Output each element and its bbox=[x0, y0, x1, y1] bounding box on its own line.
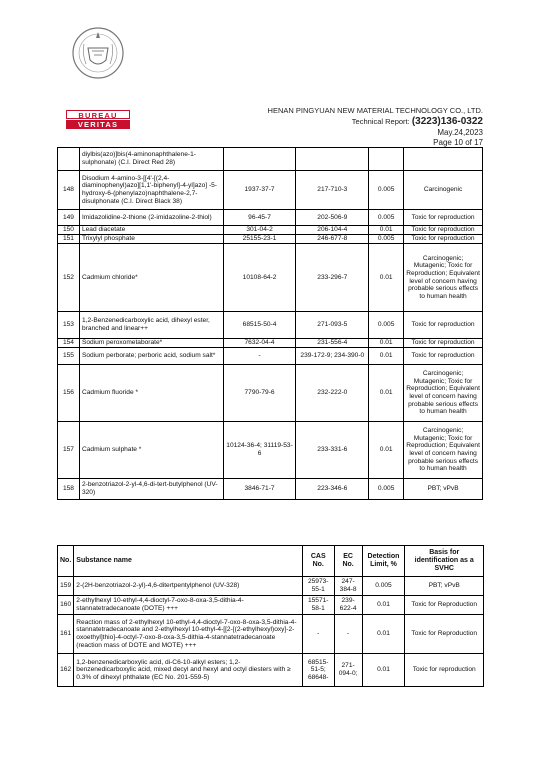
company-name: HENAN PINGYUAN NEW MATERIAL TECHNOLOGY CO., LTD. bbox=[267, 106, 483, 115]
cell-ec-no: 232-222-0 bbox=[296, 365, 369, 422]
cell-cas-no: 10124-36-4; 31119-53-6 bbox=[223, 422, 296, 479]
cell-basis: Toxic for reproduction bbox=[404, 348, 483, 365]
table-header-row bbox=[58, 546, 484, 577]
cell-detection-limit: 0.01 bbox=[362, 654, 405, 687]
cell-substance-name: 1,2-benzenedicarboxylic acid, di-C6-10-alkyl esters; 1,2-benzenedicarboxylic acid, mixed decyl and hexyl and octyl diesters with ≥ 0.3% of dihexyl phthalate (EC No. 201-559-5) bbox=[74, 654, 303, 687]
cell-cas-no: 68515-51-5; 68648- bbox=[302, 654, 334, 687]
cell-cas-no: - bbox=[223, 348, 296, 365]
cell-cas-no: 7632-04-4 bbox=[223, 339, 296, 348]
cell-ec-no: 223-346-6 bbox=[296, 479, 369, 500]
cell-cas-no: 25155-23-1 bbox=[223, 235, 296, 244]
cell-no: 150 bbox=[58, 226, 80, 235]
logo-band-veritas: VERITAS bbox=[66, 120, 130, 129]
cell-basis: Toxic for reproduction bbox=[405, 654, 484, 687]
cell-detection-limit: 0.01 bbox=[369, 422, 404, 479]
cell-basis: Toxic for reproduction bbox=[404, 226, 483, 235]
cell-detection-limit: 0.005 bbox=[362, 577, 405, 596]
cell-cas-no: - bbox=[302, 615, 334, 654]
svhc-table bbox=[57, 545, 484, 687]
cell-detection-limit: 0.01 bbox=[369, 348, 404, 365]
cell-cas-no: 7790-79-6 bbox=[223, 365, 296, 422]
table-row bbox=[58, 654, 484, 687]
table-row bbox=[58, 312, 483, 339]
cell-detection-limit: 0.01 bbox=[362, 615, 405, 654]
page-number: Page 10 of 17 bbox=[433, 138, 483, 147]
table-row bbox=[58, 148, 483, 171]
cell-cas-no bbox=[223, 148, 296, 171]
cell-ec-no: 239-622-4 bbox=[334, 596, 362, 615]
cell-detection-limit: 0.005 bbox=[369, 235, 404, 244]
cell-cas-no: 1937-37-7 bbox=[223, 171, 296, 210]
table-row bbox=[58, 210, 483, 226]
cell-substance-name: Lead diacetate bbox=[79, 226, 223, 235]
cell-cas-no: 15571-58-1 bbox=[302, 596, 334, 615]
cell-no bbox=[58, 148, 80, 171]
cell-basis: Toxic for Reproduction bbox=[405, 615, 484, 654]
cell-no: 151 bbox=[58, 235, 80, 244]
cell-basis: Carcinogenic; Mutagenic; Toxic for Reproduction; Equivalent level of concern having probable serious effects to human health bbox=[404, 244, 483, 312]
cell-no: 157 bbox=[58, 422, 80, 479]
table-row bbox=[58, 365, 483, 422]
cell-ec-no: 246-677-8 bbox=[296, 235, 369, 244]
cell-no: 159 bbox=[58, 577, 74, 596]
cell-cas-no: 10108-64-2 bbox=[223, 244, 296, 312]
cell-no: 155 bbox=[58, 348, 80, 365]
cell-detection-limit: 0.01 bbox=[369, 339, 404, 348]
cell-substance-name: 2-benzotriazol-2-yl-4,6-di-tert-butylphenol (UV-320) bbox=[79, 479, 223, 500]
table-row bbox=[58, 348, 483, 365]
table-row bbox=[58, 577, 484, 596]
report-line bbox=[352, 116, 483, 127]
cell-basis: Toxic for reproduction bbox=[404, 339, 483, 348]
cell-cas-no: 96-45-7 bbox=[223, 210, 296, 226]
cell-cas-no: 25973-55-1 bbox=[302, 577, 334, 596]
table-row bbox=[58, 339, 483, 348]
cell-no: 158 bbox=[58, 479, 80, 500]
table-row bbox=[58, 422, 483, 479]
report-date: May.24,2023 bbox=[437, 128, 483, 137]
report-number: (3223)136-0322 bbox=[411, 116, 483, 127]
cell-substance-name: Sodium peroxometaborate* bbox=[79, 339, 223, 348]
cell-ec-no: 233-296-7 bbox=[296, 244, 369, 312]
cell-cas-no: 68515-50-4 bbox=[223, 312, 296, 339]
table-row bbox=[58, 226, 483, 235]
cell-no: 162 bbox=[58, 654, 74, 687]
cell-detection-limit: 0.01 bbox=[369, 226, 404, 235]
cell-ec-no: 206-104-4 bbox=[296, 226, 369, 235]
cell-substance-name: 2-(2H-benzotriazol-2-yl)-4,6-ditertpentylphenol (UV-328) bbox=[74, 577, 303, 596]
cell-ec-no: 231-556-4 bbox=[296, 339, 369, 348]
cell-detection-limit: 0.005 bbox=[369, 210, 404, 226]
cell-cas-no: 301-04-2 bbox=[223, 226, 296, 235]
cell-substance-name: Reaction mass of 2-ethylhexyl 10-ethyl-4,4-dioctyl-7-oxo-8-oxa-3,5-dithia-4-stannatetradecanoate and 2-ethylhexyl 10-ethyl-4-[[2-[(2-ethylhexyl)oxy]-2-oxoethyl]thio]-4-octyl-7-oxo-8-oxa-3,5-dithia-4-stannatetradecanoate (reaction mass of DOTE and MOTE) +++ bbox=[74, 615, 303, 654]
cell-no: 148 bbox=[58, 171, 80, 210]
seal-icon bbox=[72, 24, 124, 82]
cell-basis: Toxic for reproduction bbox=[404, 312, 483, 339]
cell-no: 153 bbox=[58, 312, 80, 339]
cell-no: 149 bbox=[58, 210, 80, 226]
cell-substance-name: Cadmium fluoride * bbox=[79, 365, 223, 422]
cell-detection-limit: 0.005 bbox=[369, 171, 404, 210]
header-detection-limit: Detection Limit, % bbox=[362, 546, 405, 577]
cell-no: 152 bbox=[58, 244, 80, 312]
header-ec-no: EC No. bbox=[334, 546, 362, 577]
cell-basis: PBT; vPvB bbox=[404, 479, 483, 500]
report-label: Technical Report: bbox=[351, 117, 410, 126]
cell-detection-limit: 0.01 bbox=[369, 365, 404, 422]
cell-detection-limit: 0.005 bbox=[369, 479, 404, 500]
cell-detection-limit: 0.005 bbox=[369, 312, 404, 339]
cell-substance-name: Trixylyl phosphate bbox=[79, 235, 223, 244]
cell-no: 154 bbox=[58, 339, 80, 348]
cell-basis: Carcinogenic bbox=[404, 171, 483, 210]
cell-detection-limit bbox=[369, 148, 404, 171]
cell-basis: Carcinogenic; Mutagenic; Toxic for Reproduction; Equivalent level of concern having probable serious effects to human health bbox=[404, 422, 483, 479]
cell-basis bbox=[404, 148, 483, 171]
table-row bbox=[58, 479, 483, 500]
cell-ec-no: 202-506-9 bbox=[296, 210, 369, 226]
cell-substance-name: 1,2-Benzenedicarboxylic acid, dihexyl ester, branched and linear++ bbox=[79, 312, 223, 339]
cell-basis: Carcinogenic; Mutagenic; Toxic for Reproduction; Equivalent level of concern having probable serious effects to human health bbox=[404, 365, 483, 422]
logo-band-bureau: BUREAU bbox=[66, 110, 130, 119]
cell-ec-no: 271-093-5 bbox=[296, 312, 369, 339]
cell-substance-name: Disodium 4-amino-3-[[4'-[(2,4-diaminophenyl)azo][1,1'-biphenyl]-4-yl]azo] -5-hydroxy-6-(phenylazo)naphthalene-2,7-disulphonate (C.I. Direct Black 38) bbox=[79, 171, 223, 210]
header-substance-name: Substance name bbox=[74, 546, 303, 577]
cell-cas-no: 3846-71-7 bbox=[223, 479, 296, 500]
table-row bbox=[58, 244, 483, 312]
cell-ec-no: 217-710-3 bbox=[296, 171, 369, 210]
cell-basis: Toxic for reproduction bbox=[404, 210, 483, 226]
cell-ec-no bbox=[296, 148, 369, 171]
cell-substance-name: 2-ethylhexyl 10-ethyl-4,4-dioctyl-7-oxo-8-oxa-3,5-dithia-4-stannatetradecanoate (DOTE) +++ bbox=[74, 596, 303, 615]
cell-substance-name: Imidazolidine-2-thione (2-imidazoline-2-thiol) bbox=[79, 210, 223, 226]
table-row bbox=[58, 235, 483, 244]
cell-ec-no: - bbox=[334, 615, 362, 654]
cell-ec-no: 233-331-6 bbox=[296, 422, 369, 479]
cell-detection-limit: 0.01 bbox=[362, 596, 405, 615]
cell-detection-limit: 0.01 bbox=[369, 244, 404, 312]
header-basis: Basis for identification as a SVHC bbox=[405, 546, 484, 577]
cell-substance-name: Cadmium sulphate * bbox=[79, 422, 223, 479]
cell-basis: PBT; vPvB bbox=[405, 577, 484, 596]
cell-ec-no: 271-094-0; bbox=[334, 654, 362, 687]
cell-no: 161 bbox=[58, 615, 74, 654]
cell-ec-no: 247-384-8 bbox=[334, 577, 362, 596]
table-row bbox=[58, 171, 483, 210]
cell-basis: Toxic for Reproduction bbox=[405, 596, 484, 615]
cell-basis: Toxic for reproduction bbox=[404, 235, 483, 244]
cell-ec-no: 239-172-9; 234-390-0 bbox=[296, 348, 369, 365]
table-row bbox=[58, 596, 484, 615]
table-row bbox=[58, 615, 484, 654]
svhc-table-continued bbox=[57, 147, 483, 500]
cell-no: 160 bbox=[58, 596, 74, 615]
cell-substance-name: diylbis(azo)]bis(4-aminonaphthalene-1-sulphonate) (C.I. Direct Red 28) bbox=[79, 148, 223, 171]
cell-substance-name: Cadmium chloride* bbox=[79, 244, 223, 312]
header-cas-no: CAS No. bbox=[302, 546, 334, 577]
header-no: No. bbox=[58, 546, 74, 577]
cell-no: 156 bbox=[58, 365, 80, 422]
cell-substance-name: Sodium perborate; perboric acid, sodium salt* bbox=[79, 348, 223, 365]
